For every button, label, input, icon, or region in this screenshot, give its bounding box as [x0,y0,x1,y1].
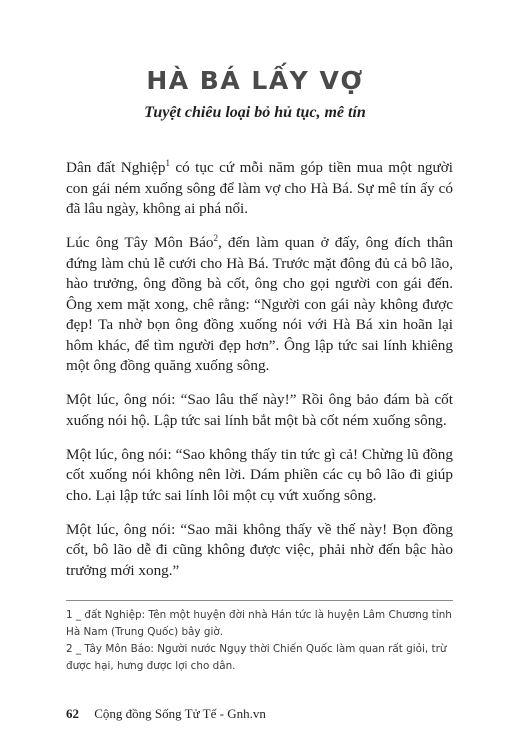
footnote-ref-2: 2 [213,232,218,243]
paragraph-3: Một lúc, ông nói: “Sao lâu thế này!” Rồi ông bảo đám bà cốt xuống nói hộ. Lập tức sai lính bắt một bà cốt ném xuống sông. [66,391,453,429]
footnote-divider [66,600,453,601]
paragraph-5: Một lúc, ông nói: “Sao mãi không thấy về thế này! Bọn đồng cốt, bô lão dễ đi cũng không được việc, phải nhờ đến bậc hào trưởng mới xong.” [66,520,453,579]
paragraph-1: Dân đất Nghiệp$^1$ có tục cứ mỗi năm góp tiền mua một người con gái ném xuống sông để làm vợ cho Hà Bá. Sự mê tín ấy có đã lâu ngày, không ai phá nổi. [66,157,453,217]
footnote-2: 2 _ Tây Môn Báo: Người nước Ngụy thời Chiến Quốc làm quan rất giỏi, trừ được hại, hưng được lợi cho dân. [66,643,447,672]
story-subtitle: Tuyệt chiêu loại bỏ hủ tục, mê tín [144,104,366,121]
story-title: HÀ BÁ LẤY VỢ [146,66,364,95]
footnotes [66,607,453,675]
paragraph-4: Một lúc, ông nói: “Sao không thấy tin tức gì cả! Chừng lũ đồng cốt xuống nói không nên lời. Dám phiền các cụ bô lão đi giúp cho. Lại lập tức sai lính lôi một cụ vứt xuống sông. [66,445,453,504]
paragraph-2: Lúc ông Tây Môn Báo$^2$, đến làm quan ở đấy, ông đích thân đứng làm chủ lễ cưới cho Hà Bá. Trước mặt đông đủ cả bô lão, hào trưởng, ông đồng bà cốt, ông cho gọi người con gái đến. Ông xem mặt xong, chê rằng: “Người con gái này không được đẹp! Ta nhờ bọn ông đồng xuống nói với Hà Bá xin hoãn lại hôm khác, để tìm người đẹp hơn”. Ông lập tức sai lính khiêng một ông đồng quăng xuống sông. [66,232,453,374]
story-body [66,158,453,595]
footnote-ref-1: 1 [165,157,170,168]
footer-text: Cộng đồng Sống Tử Tế - Gnh.vn [94,706,266,721]
page-footer [66,706,266,722]
footnote-1: 1 _ đất Nghiệp: Tên một huyện đời nhà Hán tức là huyện Lâm Chương tỉnh Hà Nam (Trung Quốc) bây giờ. [66,609,452,638]
page-number: 62 [66,706,79,721]
